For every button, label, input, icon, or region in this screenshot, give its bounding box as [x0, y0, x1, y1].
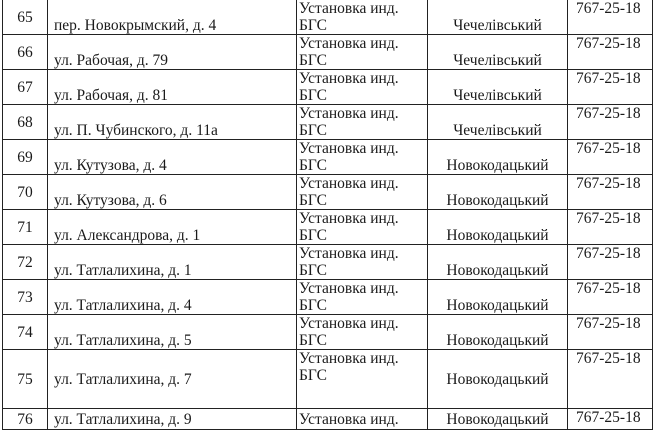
address-cell: ул. Рабочая, д. 81 — [48, 70, 297, 105]
row-number: 69 — [3, 140, 48, 175]
row-number: 75 — [3, 350, 48, 409]
work-type-line-1: Установка инд. — [299, 280, 399, 297]
work-type-cell — [297, 280, 428, 315]
table-row — [3, 245, 653, 280]
phone-cell: 767-25-18 — [568, 315, 653, 350]
table-row — [3, 105, 653, 140]
phone-cell: 767-25-18 — [568, 350, 653, 409]
address-cell: ул. Александрова, д. 1 — [48, 210, 297, 245]
district-cell: Новокодацький — [428, 140, 568, 175]
table-row — [3, 210, 653, 245]
district-cell: Новокодацький — [428, 245, 568, 280]
work-type-line-1: Установка инд. — [299, 105, 399, 122]
work-type-line-2: БГС — [299, 17, 327, 34]
address-cell: ул. Рабочая, д. 79 — [48, 35, 297, 70]
phone-cell: 767-25-18 — [568, 409, 653, 430]
work-type-cell — [297, 105, 428, 140]
work-type-line-2: БГС — [299, 87, 327, 104]
table-row — [3, 0, 653, 35]
work-type-cell — [297, 35, 428, 70]
work-type-cell — [297, 210, 428, 245]
phone-cell: 767-25-18 — [568, 210, 653, 245]
work-type-cell — [297, 409, 428, 430]
work-type-line-1: Установка инд. — [299, 35, 399, 52]
work-type-line-2: БГС — [299, 122, 327, 139]
table-row — [3, 409, 653, 430]
work-type-line-2: БГС — [299, 192, 327, 209]
table-row — [3, 315, 653, 350]
district-cell: Новокодацький — [428, 280, 568, 315]
address-cell: ул. Татлалихина, д. 4 — [48, 280, 297, 315]
row-number: 70 — [3, 175, 48, 210]
phone-cell: 767-25-18 — [568, 280, 653, 315]
work-type-cell — [297, 350, 428, 409]
work-type-line-2: БГС — [299, 157, 327, 174]
work-type-line-2: БГС — [299, 367, 327, 384]
row-number: 67 — [3, 70, 48, 105]
address-cell: пер. Новокрымский, д. 4 — [48, 0, 297, 35]
work-type-line-1: Установка инд. — [299, 350, 399, 367]
row-number: 76 — [3, 409, 48, 430]
phone-cell: 767-25-18 — [568, 245, 653, 280]
table-row — [3, 350, 653, 409]
address-cell: ул. Татлалихина, д. 9 — [48, 409, 297, 430]
table-body — [3, 0, 653, 430]
work-type-line-1: Установка инд. — [299, 140, 399, 157]
row-number: 65 — [3, 0, 48, 35]
address-cell: ул. Кутузова, д. 4 — [48, 140, 297, 175]
table-row — [3, 70, 653, 105]
work-type-line-1: Установка инд. — [299, 0, 399, 17]
district-cell: Новокодацький — [428, 409, 568, 430]
district-cell: Новокодацький — [428, 315, 568, 350]
row-number: 72 — [3, 245, 48, 280]
row-number: 71 — [3, 210, 48, 245]
phone-cell: 767-25-18 — [568, 105, 653, 140]
phone-cell: 767-25-18 — [568, 140, 653, 175]
work-type-cell — [297, 175, 428, 210]
document-table — [2, 0, 653, 430]
work-type-line-2: БГС — [299, 262, 327, 279]
table-row — [3, 280, 653, 315]
work-type-line-1: Установка инд. — [299, 245, 399, 262]
work-type-cell — [297, 315, 428, 350]
district-cell: Новокодацький — [428, 350, 568, 409]
work-type-line-2: БГС — [299, 332, 327, 349]
address-cell: ул. Татлалихина, д. 7 — [48, 350, 297, 409]
address-cell: ул. П. Чубинского, д. 11а — [48, 105, 297, 140]
row-number: 73 — [3, 280, 48, 315]
phone-cell: 767-25-18 — [568, 70, 653, 105]
work-type-line-2: БГС — [299, 52, 327, 69]
district-cell: Чечелівський — [428, 35, 568, 70]
work-type-line-1: Установка инд. — [299, 410, 399, 428]
row-number: 74 — [3, 315, 48, 350]
work-type-line-2: БГС — [299, 297, 327, 314]
phone-cell: 767-25-18 — [568, 175, 653, 210]
work-type-cell — [297, 0, 428, 35]
address-cell: ул. Татлалихина, д. 1 — [48, 245, 297, 280]
work-type-line-1: Установка инд. — [299, 175, 399, 192]
work-type-cell — [297, 140, 428, 175]
work-type-line-1: Установка инд. — [299, 70, 399, 87]
district-cell: Новокодацький — [428, 175, 568, 210]
table-row — [3, 175, 653, 210]
row-number: 68 — [3, 105, 48, 140]
address-cell: ул. Татлалихина, д. 5 — [48, 315, 297, 350]
work-type-cell — [297, 70, 428, 105]
district-cell: Чечелівський — [428, 70, 568, 105]
address-cell: ул. Кутузова, д. 6 — [48, 175, 297, 210]
work-type-line-1: Установка инд. — [299, 210, 399, 227]
district-cell: Новокодацький — [428, 210, 568, 245]
work-type-cell — [297, 245, 428, 280]
table-row — [3, 140, 653, 175]
district-cell: Чечелівський — [428, 0, 568, 35]
row-number: 66 — [3, 35, 48, 70]
district-cell: Чечелівський — [428, 105, 568, 140]
work-type-line-2: БГС — [299, 227, 327, 244]
table-row — [3, 35, 653, 70]
phone-cell: 767-25-18 — [568, 0, 653, 35]
phone-cell: 767-25-18 — [568, 35, 653, 70]
work-type-line-1: Установка инд. — [299, 315, 399, 332]
